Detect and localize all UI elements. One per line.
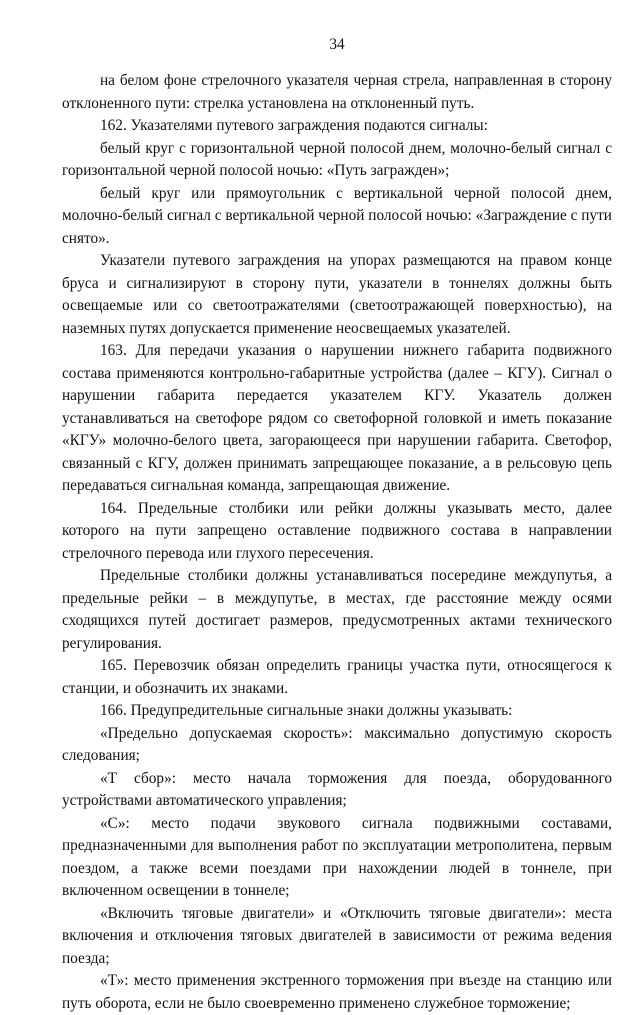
paragraph-164-limit-posts: 164. Предельные столбики или рейки должны указывать место, далее которого на пути запрещено оставление подвижного состава в направлении стрелочного перевода или глухого пересечения. <box>62 499 612 562</box>
paragraph-162-path-cleared: белый круг или прямоугольник с вертикальной черной полосой днем, молочно-белый сигнал с вертикальной черной полосой ночью: «Заграждение с пути снято». <box>62 184 612 247</box>
paragraph-166-traction-motors: «Включить тяговые двигатели» и «Отключить тяговые двигатели»: места включения и отключения тяговых двигателей в зависимости от режима ведения поезда; <box>62 904 612 967</box>
paragraph-166-t-sbor: «Т сбор»: место начала торможения для поезда, оборудованного устройствами автоматического управления; <box>62 769 612 809</box>
paragraph-165-boundaries: 165. Перевозчик обязан определить границы участка пути, относящегося к станции, и обозначить их знаками. <box>62 657 612 697</box>
paragraph-162-path-blocked: белый круг с горизонтальной черной полосой днем, молочно-белый сигнал с горизонтальной черной полосой ночью: «Путь загражден»; <box>62 139 612 179</box>
paragraph-166-sound-signal: «С»: место подачи звукового сигнала подвижными составами, предназначенными для выполнения работ по эксплуатации метрополитена, первым поездом, а также всеми поездами при нахождении людей в тоннеле, при включенном освещении в тоннеле; <box>62 814 612 899</box>
paragraph-166-intro: 166. Предупредительные сигнальные знаки должны указывать: <box>100 702 513 719</box>
paragraph-162-placement: Указатели путевого заграждения на упорах размещаются на правом конце бруса и сигнализируют в сторону пути, указатели в тоннелях должны быть освещаемые или со светоотражателями (светоотражающей поверхностью), на наземных путях допускается применение неосвещаемых указателей. <box>62 252 612 337</box>
paragraph-arrow-indicator: на белом фоне стрелочного указателя черная стрела, направленная в сторону отклоненного пути: стрелка установлена на отклоненный путь. <box>62 72 612 112</box>
page-number: 34 <box>329 36 345 53</box>
paragraph-163-kgu: 163. Для передачи указания о нарушении нижнего габарита подвижного состава применяются контрольно-габаритные устройства (далее – КГУ). Сигнал о нарушении габарита передается указателем КГУ. Указатель должен устанавливаться на светофоре рядом со светофорной головкой и иметь показание «КГУ» молочно-белого цвета, загорающееся при нарушении габарита. Светофор, связанный с КГУ, должен принимать запрещающее показание, а в рельсовую цепь передаваться сигнальная команда, запрещающая движение. <box>62 342 612 494</box>
paragraph-162-intro: 162. Указателями путевого заграждения подаются сигналы: <box>100 117 488 134</box>
paragraph-166-speed-limit: «Предельно допускаемая скорость»: максимально допустимую скорость следования; <box>62 724 612 764</box>
paragraph-166-emergency-braking: «Т»: место применения экстренного торможения при въезде на станцию или путь оборота, если не было своевременно применено служебное торможение; <box>62 972 612 1012</box>
paragraph-164-placement: Предельные столбики должны устанавливаться посередине междупутья, а предельные рейки – в междупутье, в местах, где расстояние между осями сходящихся путей достигает размеров, предусмотренных актами технического регулирования. <box>62 567 612 652</box>
